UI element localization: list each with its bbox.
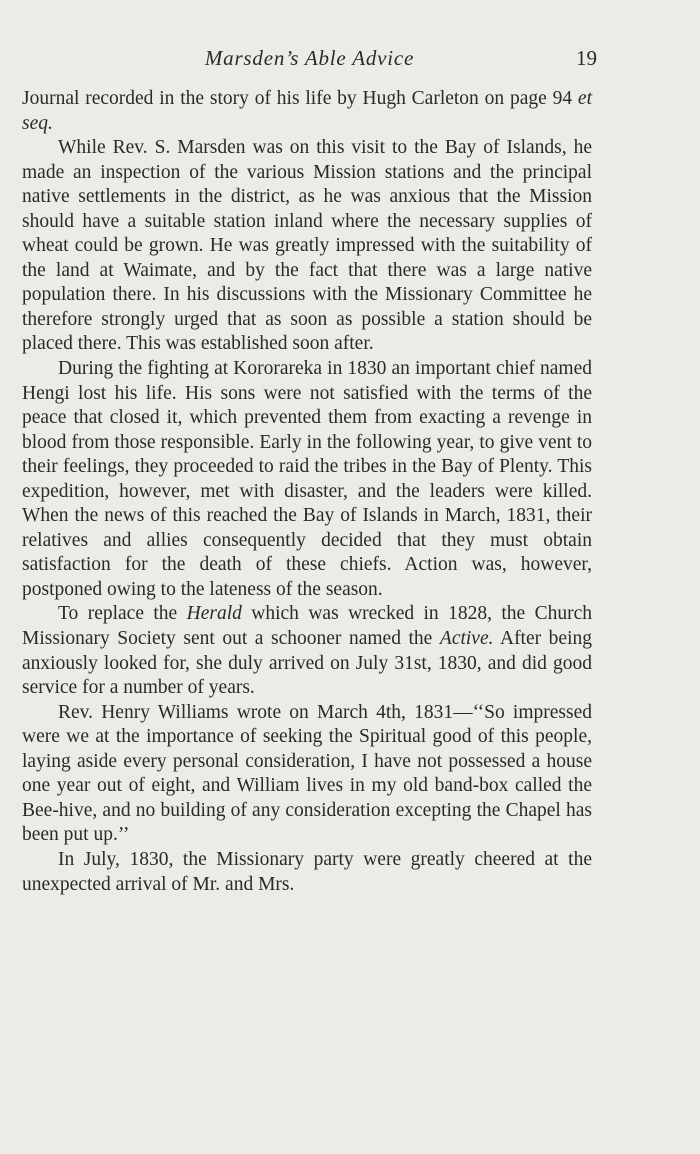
text-run: Journal recorded in the story of his life by Hugh Carleton on page 94 (22, 88, 578, 109)
body-text (22, 87, 592, 897)
paragraph (22, 136, 592, 357)
text-run: While Rev. S. Marsden was on this visit to the Bay of Islands, he made an inspection of the various Mission stations and the principal native settlements in the district, as he was anxious that the Mission should have a suitable station inland where the necessary supplies of wheat could be grown. He was greatly impressed with the suitability of the land at Waimate, and by the fact that there was a large native population there. In his discussions with the Missionary Committee he therefore strongly urged that as soon as possible a station should be placed there. This was established soon after. (22, 137, 592, 355)
paragraph (22, 848, 592, 897)
running-head: Marsden’s Able Advice (204, 46, 415, 70)
paragraph (22, 602, 592, 700)
text-run: After being anxiously looked for, she duly arrived on July 31st, 1830, and did good service for a number of years. (22, 628, 593, 699)
text-run: During the fighting at Kororareka in 1830 an important chief named Hengi lost his life. His sons were not satisfied with the terms of the peace that closed it, which prevented them from exacting a revenge in blood from those responsible. Early in the following year, to give vent to their feelings, they proceeded to raid the tribes in the Bay of Plenty. This expedition, however, met with disaster, and the leaders were killed. When the news of this reached the Bay of Islands in March, 1831, their relatives and allies consequently decided that they must obtain satisfaction for the death of these chiefs. Action was, however, postponed owing to the lateness of the season. (22, 358, 592, 600)
text-run-italic: et seq. (22, 88, 592, 134)
page-number: 19 (576, 46, 597, 70)
ship-name: Active. (439, 628, 494, 650)
paragraph (22, 701, 592, 848)
paragraph (22, 87, 592, 136)
text-run: Rev. Henry Williams wrote on March 4th, 1831—‘‘So impressed were we at the importance of seeking the Spiritual good of this people, laying aside every personal consideration, I have not possessed a house one year out of eight, and William lives in my old band-box called the Bee-hive, and no building of any consideration excepting the Chapel has been put up.’’ (22, 701, 592, 846)
text-run: To replace the (58, 603, 187, 625)
ship-name: Herald (186, 603, 242, 625)
paragraph (22, 357, 592, 602)
text-run: which was wrecked in 1828, the Church Missionary Society sent out a schooner named the (22, 603, 593, 650)
page-header (22, 46, 597, 74)
text-run: In July, 1830, the Missionary party were greatly cheered at the unexpected arrival of Mr. and Mrs. (22, 848, 592, 895)
